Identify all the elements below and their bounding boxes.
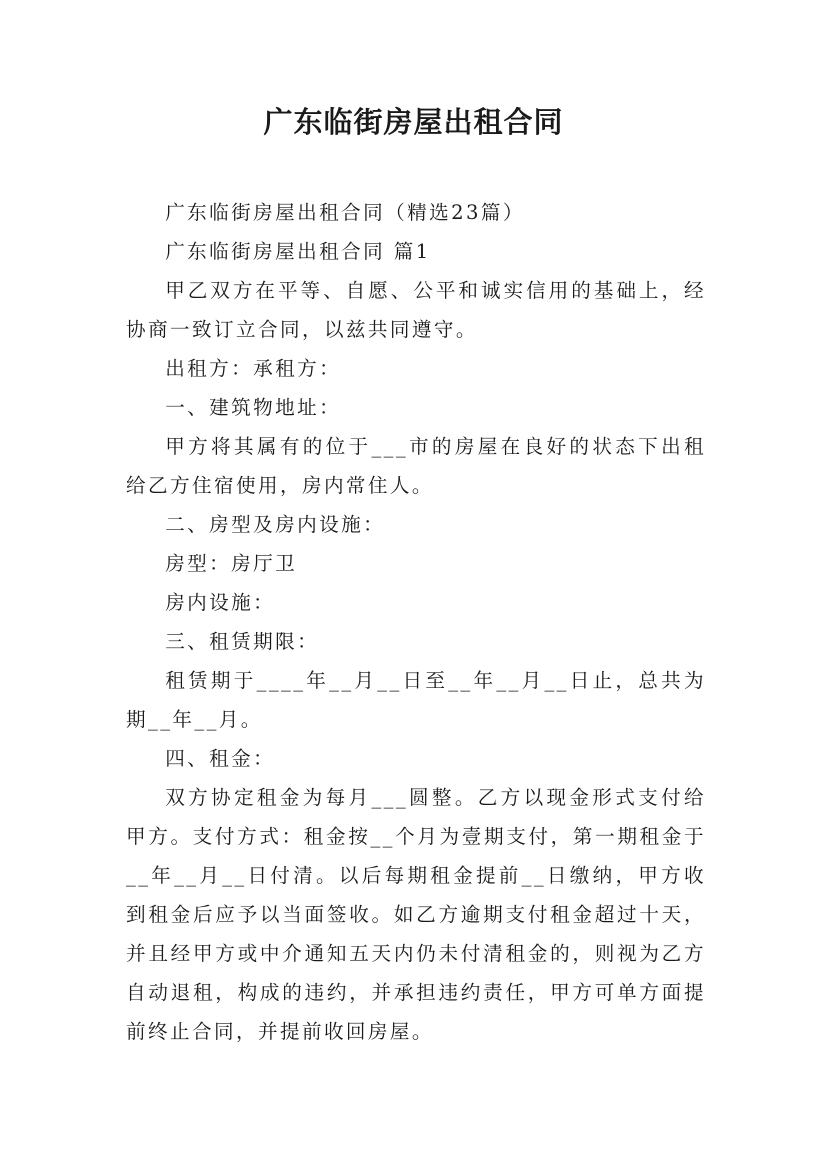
section-heading: 广东临街房屋出租合同 篇1 bbox=[165, 240, 431, 263]
body-paragraph: 双方协定租金为每月___圆整。乙方以现金形式支付给甲方。支付方式：租金按__个月为壹期支付，第一期租金于__年__月__日付清。以后每期租金提前__日缴纳，甲方收到租金后应予以当面签收。如乙方逾期支付租金超过十天，并且经甲方或中介通知五天内仍未付清租金的，则视为乙方自动退租，构成的违约，并承担违约责任，甲方可单方面提前终止合同，并提前收回房屋。 bbox=[126, 786, 706, 1043]
clause-heading: 三、租赁期限： bbox=[165, 630, 320, 653]
body-paragraph: 租赁期于____年__月__日至__年__月__日止，总共为期__年__月。 bbox=[126, 669, 706, 731]
parties-line: 出租方：承租方： bbox=[165, 357, 342, 380]
body-paragraph: 房内设施： bbox=[165, 591, 276, 614]
body-paragraph: 房型：房厅卫 bbox=[165, 552, 298, 575]
clause-heading: 二、房型及房内设施： bbox=[165, 513, 386, 536]
clause-heading: 一、建筑物地址： bbox=[165, 396, 342, 419]
document-title: 广东临街房屋出租合同 bbox=[263, 105, 564, 139]
document-body bbox=[126, 193, 706, 1051]
subtitle-paragraph: 广东临街房屋出租合同（精选23篇） bbox=[165, 201, 525, 224]
body-paragraph: 甲乙双方在平等、自愿、公平和诚实信用的基础上，经协商一致订立合同，以兹共同遵守。 bbox=[126, 279, 706, 341]
body-paragraph: 甲方将其属有的位于___市的房屋在良好的状态下出租给乙方住宿使用，房内常住人。 bbox=[126, 435, 706, 497]
clause-heading: 四、租金： bbox=[165, 747, 276, 770]
